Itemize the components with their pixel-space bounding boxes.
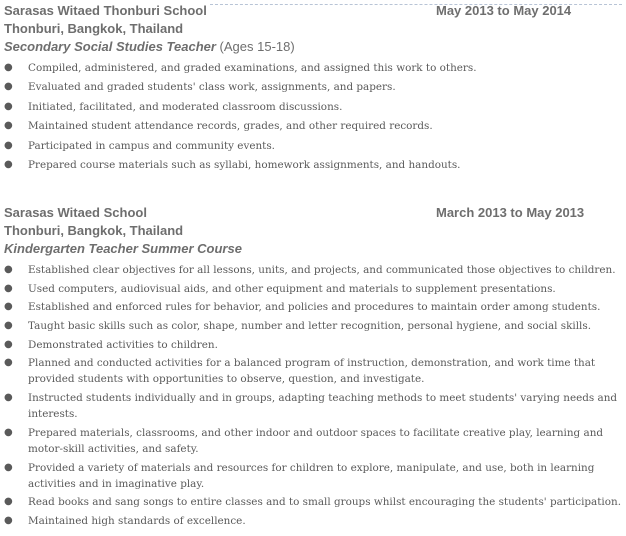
bullet-icon: ● <box>4 320 13 332</box>
job-entry-sarasas <box>4 204 624 532</box>
bullet-icon: ● <box>4 461 13 473</box>
bullet-icon: ● <box>4 301 13 313</box>
duty-text: Initiated, facilitated, and moderated classroom discussions. <box>28 100 343 113</box>
bullet-icon: ● <box>4 357 13 369</box>
duty-text: Compiled, administered, and graded examinations, and assigned this work to others. <box>28 62 477 74</box>
duty-item <box>4 79 624 95</box>
duty-item <box>4 281 624 297</box>
duty-item <box>4 513 624 529</box>
bullet-icon: ● <box>4 62 13 73</box>
duty-text: Prepared course materials such as syllabi, homework assignments, and handouts. <box>28 158 461 171</box>
bullet-icon: ● <box>4 338 13 350</box>
employment-dates: May 2013 to May 2014 <box>436 3 572 18</box>
bullet-icon: ● <box>4 139 13 151</box>
duty-item <box>4 318 624 334</box>
employment-dates: March 2013 to May 2013 <box>436 205 585 220</box>
duty-item <box>4 425 624 457</box>
duty-text: Established and enforced rules for behavior, and policies and procedures to maintain order among students. <box>28 301 601 314</box>
duty-item <box>4 355 624 387</box>
bullet-icon: ● <box>4 100 13 112</box>
job-location: Thonburi, Bangkok, Thailand <box>4 223 184 238</box>
bullet-icon: ● <box>4 282 13 294</box>
duty-item <box>4 60 624 76</box>
duty-text: Established clear objectives for all lessons, units, and projects, and communicated those objectives to children. <box>28 264 616 276</box>
duty-text: Used computers, audiovisual aids, and other equipment and materials to supplement presentations. <box>28 282 556 295</box>
bullet-icon: ● <box>4 496 13 508</box>
duty-text: Participated in campus and community events. <box>28 139 275 152</box>
job-header <box>4 2 624 20</box>
duty-item <box>4 337 624 353</box>
job-title <box>4 38 624 56</box>
bullet-icon: ● <box>4 158 13 170</box>
job-location: Thonburi, Bangkok, Thailand <box>4 21 184 36</box>
bullet-icon: ● <box>4 514 13 526</box>
bullet-icon: ● <box>4 264 13 275</box>
duty-text: Read books and sang songs to entire classes and to small groups whilst encouraging the students' participation. <box>28 496 621 509</box>
duty-item <box>4 494 624 510</box>
bullet-icon: ● <box>4 426 13 438</box>
duty-item <box>4 299 624 315</box>
duty-item <box>4 157 624 173</box>
duty-text: Planned and conducted activities for a balanced program of instruction, demonstration, and work time that provided students with opportunities to observe, question, and investigate. <box>28 357 596 386</box>
duty-text: Provided a variety of materials and resources for children to explore, manipulate, and use, both in learning activities and in imaginative play. <box>28 461 595 490</box>
organization-name: Sarasas Witaed School <box>4 205 147 220</box>
duty-item <box>4 460 624 492</box>
duty-text: Instructed students individually and in groups, adapting teaching methods to meet students' varying needs and interests. <box>28 392 618 421</box>
bullet-icon: ● <box>4 81 13 93</box>
duty-text: Prepared materials, classrooms, and other indoor and outdoor spaces to facilitate creative play, learning and motor-skill activities, and safety. <box>28 426 604 455</box>
job-entry-thonburi <box>4 2 624 176</box>
bullet-icon: ● <box>4 120 13 132</box>
duty-text: Maintained student attendance records, grades, and other required records. <box>28 120 433 133</box>
duty-item <box>4 262 624 278</box>
duty-item <box>4 99 624 115</box>
duty-text: Maintained high standards of excellence. <box>28 514 246 527</box>
duty-item <box>4 138 624 154</box>
duty-item <box>4 390 624 422</box>
duty-text: Demonstrated activities to children. <box>28 338 218 351</box>
bullet-icon: ● <box>4 392 13 404</box>
duty-text: Taught basic skills such as color, shape, number and letter recognition, personal hygiene, and social skills. <box>28 320 591 333</box>
duties-list <box>4 60 624 173</box>
job-title <box>4 240 624 258</box>
duties-list <box>4 262 624 529</box>
job-role: Secondary Social Studies Teacher <box>4 39 216 54</box>
organization-name: Sarasas Witaed Thonburi School <box>4 3 207 18</box>
job-header <box>4 204 624 222</box>
job-role-note: (Ages 15-18) <box>215 39 295 54</box>
duty-item <box>4 118 624 134</box>
duty-text: Evaluated and graded students' class work, assignments, and papers. <box>28 81 396 94</box>
job-role: Kindergarten Teacher Summer Course <box>4 241 242 256</box>
